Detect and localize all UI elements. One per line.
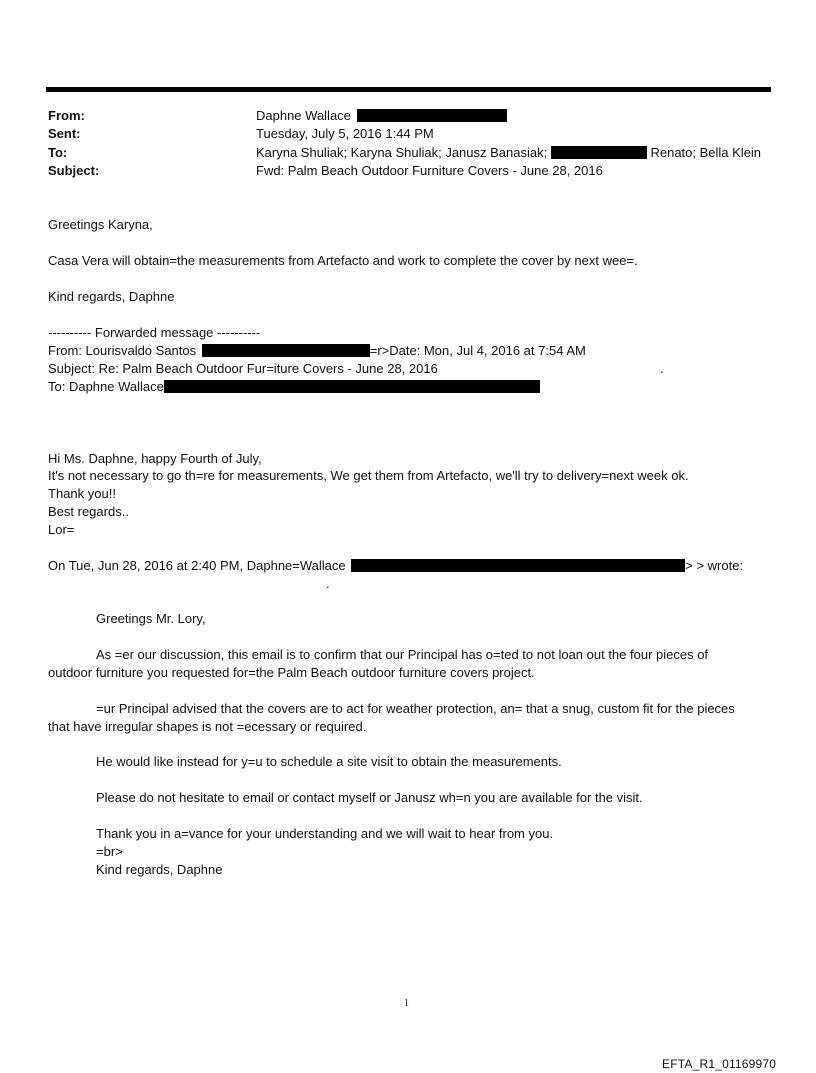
quote-header-text: On Tue, Jun 28, 2016 at 2:40 PM, Daphne=Wallace — [48, 558, 346, 573]
forward-date: =r>Date: Mon, Jul 4, 2016 at 7:54 AM — [369, 343, 586, 358]
quote-paragraph-line: outdoor furniture you requested for=the Palm Beach outdoor furniture covers project. — [48, 665, 535, 680]
quote-greeting: Greetings Mr. Lory, — [96, 611, 206, 626]
to-recipients-tail: Renato; Bella Klein — [650, 145, 762, 160]
redaction-box — [357, 109, 507, 122]
forward-to-name: To: Daphne Wallace — [48, 379, 164, 394]
reply-line: It's not necessary to go th=re for measurements, We get them from Artefacto, we'll try to delivery=next week ok. — [48, 468, 689, 483]
reply-line: Thank you!! — [48, 486, 116, 501]
forward-subject: Subject: Re: Palm Beach Outdoor Fur=iture Covers - June 28, 2016 — [48, 361, 438, 376]
subject-label: Subject: — [48, 163, 100, 178]
sent-value: Tuesday, July 5, 2016 1:44 PM — [256, 126, 434, 141]
quote-header — [48, 558, 743, 574]
stray-dot: . — [660, 361, 664, 376]
reply-greeting: Hi Ms. Daphne, happy Fourth of July, — [48, 451, 262, 466]
redaction-box — [351, 559, 685, 572]
quote-paragraph: Thank you in a=vance for your understanding and we will wait to hear from you. — [96, 826, 554, 841]
to-value — [256, 145, 761, 161]
body-paragraph: Casa Vera will obtain=the measurements from Artefacto and work to complete the cover by next wee=. — [48, 253, 638, 268]
greeting: Greetings Karyna, — [48, 217, 153, 232]
forward-divider: ---------- Forwarded message ---------- — [48, 325, 261, 340]
forward-to — [48, 379, 540, 395]
forward-from — [48, 343, 586, 359]
subject-value: Fwd: Palm Beach Outdoor Furniture Covers - June 28, 2016 — [256, 163, 603, 178]
header-rule — [46, 87, 771, 92]
reply-line: Best regards.. — [48, 504, 129, 519]
forward-from-name: From: Lourisvaldo Santos — [48, 343, 197, 358]
quote-paragraph-line: As =er our discussion, this email is to confirm that our Principal has o=ted to not loan out the four pieces of — [96, 647, 709, 662]
quote-header-tail: > > wrote: — [685, 558, 744, 573]
quote-paragraph: Please do not hesitate to email or contact myself or Janusz wh=n you are available for the visit. — [96, 790, 643, 805]
page-number: 1 — [404, 998, 409, 1009]
redaction-box — [551, 146, 647, 159]
document-id: EFTA_R1_01169970 — [662, 1057, 777, 1071]
stray-dot: . — [326, 576, 330, 591]
redaction-box — [164, 380, 540, 393]
from-name: Daphne Wallace — [256, 108, 351, 123]
to-recipients: Karyna Shuliak; Karyna Shuliak; Janusz Banasiak; — [256, 145, 548, 160]
quote-br-artifact: =br> — [96, 844, 123, 859]
quote-paragraph: He would like instead for y=u to schedule a site visit to obtain the measurements. — [96, 754, 562, 769]
quote-signoff: Kind regards, Daphne — [96, 862, 223, 877]
quote-paragraph-line: =ur Principal advised that the covers are to act for weather protection, an= that a snug, custom fit for the pieces — [96, 701, 735, 716]
from-value — [256, 108, 507, 124]
quote-paragraph-line: that have irregular shapes is not =ecessary or required. — [48, 719, 367, 734]
signoff: Kind regards, Daphne — [48, 289, 175, 304]
redaction-box — [202, 344, 370, 357]
from-label: From: — [48, 108, 85, 123]
reply-line: Lor= — [48, 522, 75, 537]
sent-label: Sent: — [48, 126, 81, 141]
to-label: To: — [48, 145, 68, 160]
